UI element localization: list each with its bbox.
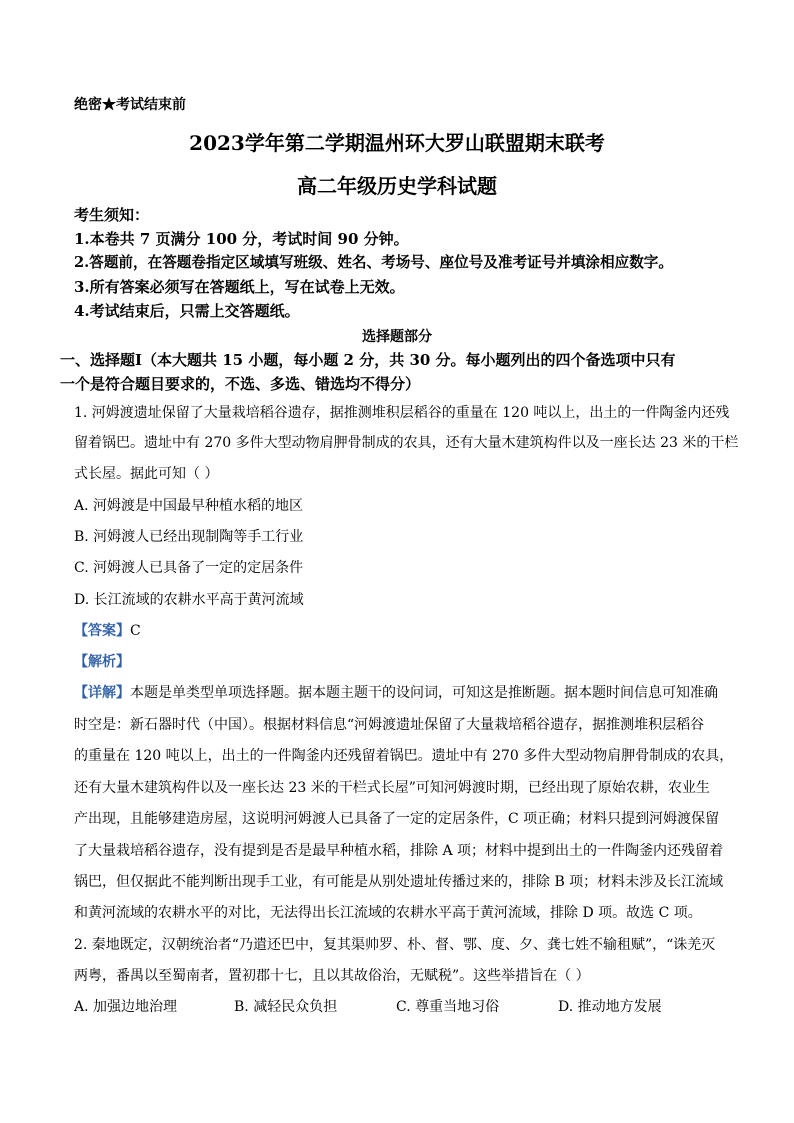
- answer-label: 【答案】: [74, 623, 130, 639]
- notice-item: 4.考试结束后，只需上交答题纸。: [74, 302, 300, 320]
- q1-option-d: D. 长江流域的农耕水平高于黄河流域: [74, 592, 304, 608]
- q1-detail-line: 时空是：新石器时代（中国）。根据材料信息“河姆渡遗址保留了大量栽培稻谷遗存，据推测堆积层稻谷: [74, 717, 705, 733]
- q2-option-a: A. 加强边地治理: [74, 999, 178, 1015]
- q1-detail-line: 和黄河流域的农耕水平的对比，无法得出长江流域的农耕水平高于黄河流域，排除 D 项。故选 C 项。: [74, 905, 702, 921]
- q1-detail-line: 还有大量木建筑构件以及一座长达 23 米的干栏式长屋”可知河姆渡时期，已经出现了原始农耕，农业生: [74, 780, 710, 796]
- q1-detail-line: 的重量在 120 吨以上，出土的一件陶釜内还残留着锅巴。遗址中有 270 多件大型动物肩胛骨制成的农具，: [74, 748, 734, 764]
- q2-option-d: D. 推动地方发展: [558, 999, 662, 1015]
- analysis-label: 【解析】: [74, 654, 130, 670]
- q1-analysis: [74, 652, 130, 672]
- q1-stem-line: 式长屋。据此可知（ ）: [74, 466, 219, 482]
- q1-detail-line: [74, 683, 718, 703]
- q2-stem-line: 两粤，番禺以至蜀南者，置初郡十七，且以其故俗治，无赋税”。这些举措旨在（ ）: [74, 968, 590, 984]
- q1-detail-line: 了大量栽培稻谷遗存，没有提到是否是最早种植水稻，排除 A 项；材料中提到出土的一件陶釜内还残留着: [74, 843, 724, 859]
- notice-heading: 考生须知：: [74, 206, 150, 224]
- q1-detail-line: 产出现，且能够建造房屋，这说明河姆渡人已具备了一定的定居条件，C 项正确；材料只提到河姆渡保留: [74, 811, 720, 827]
- section-heading-line: 一、选择题Ⅰ（本大题共 15 小题，每小题 2 分，共 30 分。每小题列出的四个备选项中只有: [60, 351, 676, 369]
- q1-answer: [74, 621, 141, 641]
- part-title: 选择题部分: [362, 329, 432, 345]
- notice-item: 1.本卷共 7 页满分 100 分，考试时间 90 分钟。: [74, 230, 409, 248]
- exam-title: 2023学年第二学期温州环大罗山联盟期末联考: [189, 131, 605, 155]
- q1-option-a: A. 河姆渡是中国最早种植水稻的地区: [74, 498, 304, 514]
- answer-value: C: [130, 623, 141, 639]
- detail-label: 【详解】: [74, 685, 130, 701]
- q1-option-b: B. 河姆渡人已经出现制陶等手工行业: [74, 529, 304, 545]
- q1-stem-line: 留着锅巴。遗址中有 270 多件大型动物肩胛骨制成的农具，还有大量木建筑构件以及一座长达 23 米的干栏: [74, 435, 739, 451]
- exam-subtitle: 高二年级历史学科试题: [297, 174, 497, 198]
- detail-text: 本题是单类型单项选择题。据本题主题干的设问词，可知这是推断题。据本题时间信息可知准确: [130, 685, 718, 701]
- notice-item: 2.答题前，在答题卷指定区域填写班级、姓名、考场号、座位号及准考证号并填涂相应数字。: [74, 254, 673, 271]
- q2-option-c: C. 尊重当地习俗: [396, 999, 500, 1015]
- q1-stem-line: 1. 河姆渡遗址保留了大量栽培稻谷遗存，据推测堆积层稻谷的重量在 120 吨以上，出土的一件陶釜内还残: [74, 405, 730, 421]
- q2-stem-line: 2. 秦地既定，汉朝统治者“乃遣还巴中，复其渠帅罗、朴、督、鄂、度、夕、龚七姓不输租赋”，“诛羌灭: [74, 937, 716, 953]
- section-heading-line: 一个是符合题目要求的，不选、多选、错选均不得分）: [60, 375, 421, 393]
- notice-item: 3.所有答案必须写在答题纸上，写在试卷上无效。: [74, 278, 405, 296]
- q1-option-c: C. 河姆渡人已具备了一定的定居条件: [74, 560, 304, 576]
- q2-option-b: B. 减轻民众负担: [234, 999, 338, 1015]
- q1-detail-line: 锅巴，但仅据此不能判断出现手工业，有可能是从别处遗址传播过来的，排除 B 项；材料未涉及长江流域: [74, 874, 724, 890]
- secret-mark: 绝密★考试结束前: [74, 97, 186, 113]
